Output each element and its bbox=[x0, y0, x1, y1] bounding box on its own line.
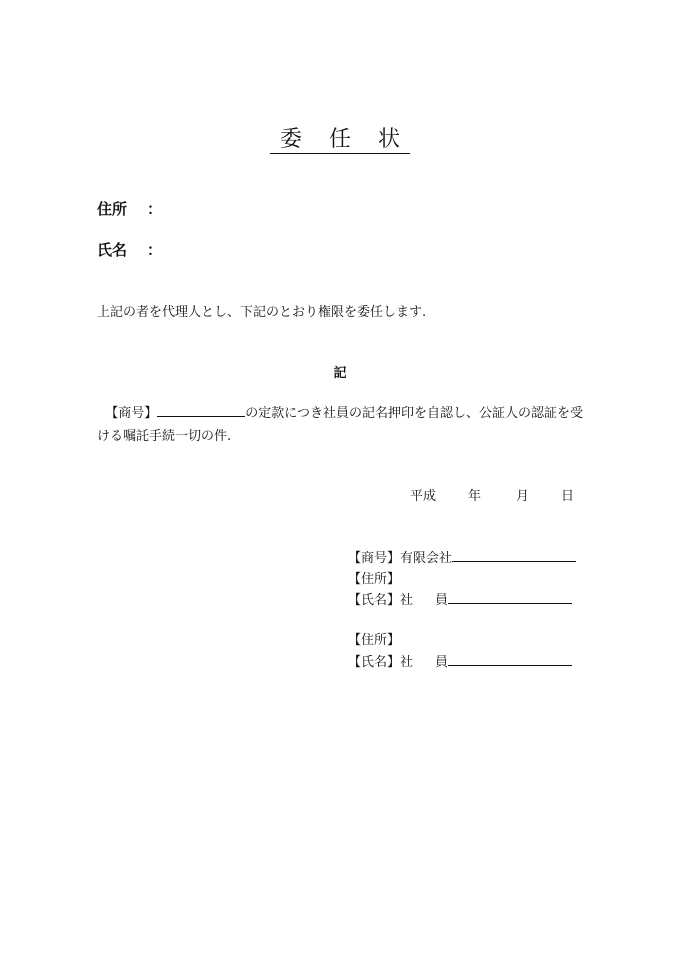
signatory2-address bbox=[348, 629, 400, 648]
address-colon: ： bbox=[147, 200, 163, 218]
date-year: 年 bbox=[468, 489, 482, 504]
delegation-body bbox=[97, 402, 587, 448]
signatory2-name bbox=[348, 651, 572, 670]
address-label: 住所 bbox=[97, 200, 128, 218]
intro-text: 上記の者を代理人とし、下記のとおり権限を委任します. bbox=[97, 305, 427, 320]
name-colon: ： bbox=[147, 241, 163, 259]
document-title: 委 任 状 bbox=[0, 122, 680, 153]
sig1-address-label: 【住所】 bbox=[348, 572, 401, 587]
sig2-staff-a: 社 bbox=[400, 655, 414, 670]
body-line1: の定款につき社員の記名押印を自認し、公証人の認証を受 bbox=[245, 406, 584, 421]
sig1-name-label: 【氏名】 bbox=[348, 593, 401, 608]
date-month: 月 bbox=[516, 489, 530, 504]
signatory-company bbox=[348, 547, 576, 566]
sig1-staff-a: 社 bbox=[400, 593, 414, 608]
sig-company-value: 有限会社 bbox=[400, 551, 453, 566]
name-field bbox=[97, 239, 162, 260]
sig-company-label: 【商号】 bbox=[348, 551, 401, 566]
sig2-staff-b: 員 bbox=[435, 655, 449, 670]
sig2-name-label: 【氏名】 bbox=[348, 655, 401, 670]
address-field bbox=[97, 198, 162, 219]
body-company-label: 【商号】 bbox=[105, 406, 158, 421]
name-label: 氏名 bbox=[97, 241, 128, 259]
sig1-staff-b: 員 bbox=[435, 593, 449, 608]
sig1-name-blank bbox=[448, 591, 572, 604]
sig2-address-label: 【住所】 bbox=[348, 633, 401, 648]
date-day: 日 bbox=[561, 489, 575, 504]
company-name-blank bbox=[157, 404, 245, 417]
signatory1-name bbox=[348, 589, 572, 608]
body-line2: ける嘱託手続一切の件. bbox=[97, 429, 232, 444]
ki-heading: 記 bbox=[333, 366, 347, 381]
sig2-name-blank bbox=[448, 653, 572, 666]
date-era: 平成 bbox=[410, 489, 437, 504]
sig-company-blank bbox=[452, 549, 576, 562]
date-line bbox=[410, 485, 574, 504]
signatory1-address bbox=[348, 568, 400, 587]
